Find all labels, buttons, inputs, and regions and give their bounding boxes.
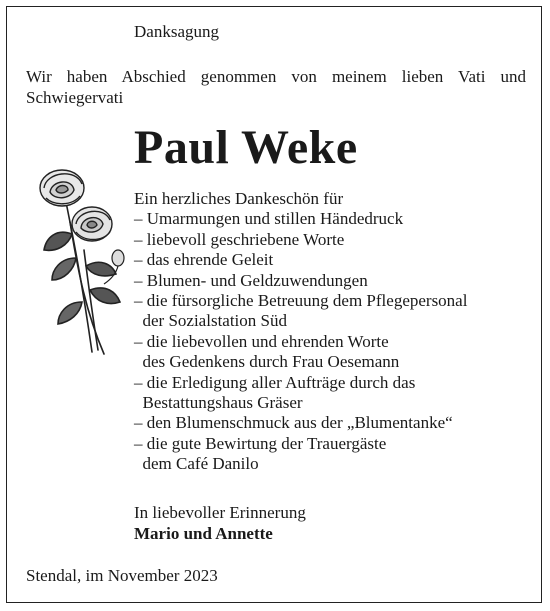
thanks-line: des Gedenkens durch Frau Oesemann <box>134 352 400 372</box>
thanks-line: Ein herzliches Dankeschön für <box>134 189 344 208</box>
memory-line: In liebevoller Erinnerung <box>134 503 306 522</box>
thanks-line: – das ehrende Geleit <box>134 250 274 270</box>
deceased-name: Paul Weke <box>134 121 358 174</box>
signers: Mario und Annette <box>134 524 273 543</box>
intro-text: Wir haben Abschied genommen von meinem lieben Vati und Schwiegervati <box>26 67 526 107</box>
thanks-line: – Blumen- und Geldzuwendungen <box>134 270 368 290</box>
thanks-line: – die fürsorgliche Betreuung dem Pflegepersonal <box>134 291 468 311</box>
notice-heading: Danksagung <box>134 22 219 41</box>
thanks-line: dem Café Danilo <box>134 454 259 474</box>
thanks-line: – liebevoll geschriebene Worte <box>134 229 345 249</box>
roses-illustration <box>26 162 136 358</box>
thanks-line: Bestattungshaus Gräser <box>134 393 303 413</box>
thanks-line: – die gute Bewirtung der Trauergäste <box>134 433 387 453</box>
thanks-line: der Sozialstation Süd <box>134 311 287 331</box>
place-date: Stendal, im November 2023 <box>26 566 218 585</box>
thanks-line: – die Erledigung aller Aufträge durch das <box>134 372 416 392</box>
thanks-list <box>134 189 534 475</box>
thanks-line: – den Blumenschmuck aus der „Blumentanke“ <box>134 413 453 433</box>
thanks-line: – die liebevollen und ehrenden Worte <box>134 331 389 351</box>
thanks-line: – Umarmungen und stillen Händedruck <box>134 209 404 229</box>
